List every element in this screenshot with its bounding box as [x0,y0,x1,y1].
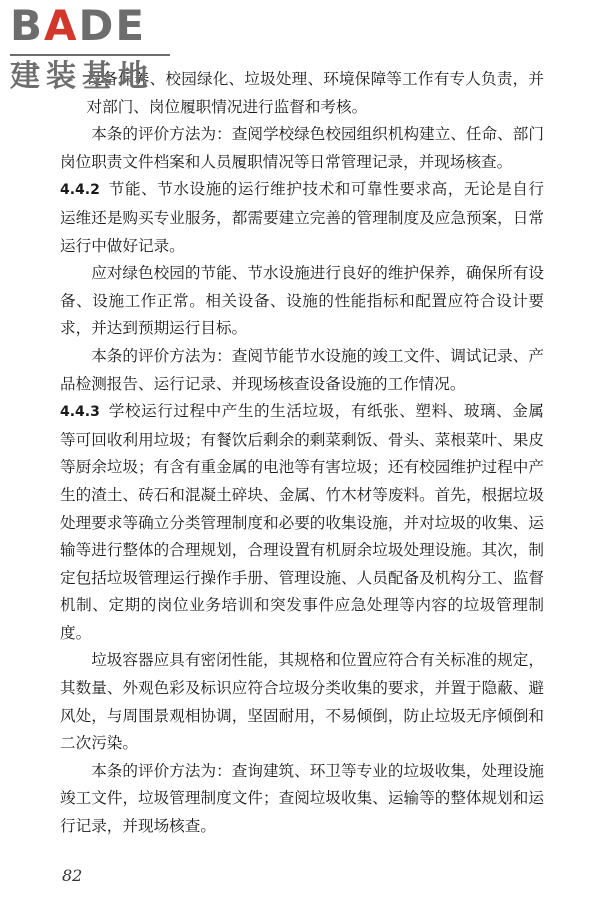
paragraph-evaluation-method-2: 本条的评价方法为：查阅节能节水设施的竣工文件、调试记录、产品检测报告、运行记录、并现场核查设备设施的工作情况。 [60,346,544,393]
watermark-letters: B [10,1,45,50]
paragraph-continuation: 设备保养、校园绿化、垃圾处理、环境保障等工作有专人负责，并对部门、岗位履职情况进行监督和考核。 [86,70,544,116]
watermark-wordmark [10,1,180,50]
clause-text: 节能、节水设施的运行维护技术和可靠性要求高，无论是自行运维还是购买专业服务，都需要建立完善的管理制度及应急预案，日常运行中做好记录。 [60,180,544,255]
watermark-rule [10,54,170,56]
watermark-letters-end: DE [78,1,147,50]
clause-number: 4.4.3 [60,404,100,421]
page-number: 82 [62,866,83,885]
paragraph-garbage-containers: 垃圾容器应具有密闭性能，其规格和位置应符合有关标准的规定，其数量、外观色彩及标识应符合垃圾分类收集的要求，并置于隐蔽、避风处，与周围景观相协调，坚固耐用，不易倾倒，防止垃圾无序倾倒和二次污染。 [60,651,544,753]
watermark-accent-letter: A [44,1,79,50]
document-body [60,66,544,841]
paragraph-maintenance: 应对绿色校园的节能、节水设施进行良好的维护保养，确保所有设备、设施工作正常。相关设备、设施的性能指标和配置应符合设计要求，并达到预期运行目标。 [60,264,544,338]
clause-4-4-3 [60,398,544,647]
clause-4-4-2 [60,176,544,260]
paragraph-evaluation-method-3: 本条的评价方法为：查询建筑、环卫等专业的垃圾收集，处理设施竣工文件，垃圾管理制度文件；查阅垃圾收集、运输等的整体规划和运行记录，并现场核查。 [60,761,544,836]
clause-text: 学校运行过程中产生的生活垃圾，有纸张、塑料、玻璃、金属等可回收利用垃圾；有餐饮后剩余的剩菜剩饭、骨头、菜根菜叶、果皮等厨余垃圾；有含有重金属的电池等有害垃圾；还有校园维护过程中产生的渣土、砖石和混凝土碎块、金属、竹木材等废料。首先，根据垃圾处理要求等确立分类管理制度和必要的收集设施，并对垃圾的收集、运输等进行整体的合理规划，合理设置有机厨余垃圾处理设施。其次，制定包括垃圾管理运行操作手册、管理设施、人员配备及机构分工、监督机制、定期的岗位业务培训和突发事件应急处理等内容的垃圾管理制度。 [60,402,544,642]
watermark-chinese: 建装基地 [10,59,154,94]
bade-watermark-logo [10,1,180,96]
paragraph-evaluation-method-1: 本条的评价方法为：查阅学校绿色校园组织机构建立、任命、部门岗位职责文件档案和人员履职情况等日常管理记录，并现场核查。 [60,125,544,171]
clause-number: 4.4.2 [60,182,100,199]
